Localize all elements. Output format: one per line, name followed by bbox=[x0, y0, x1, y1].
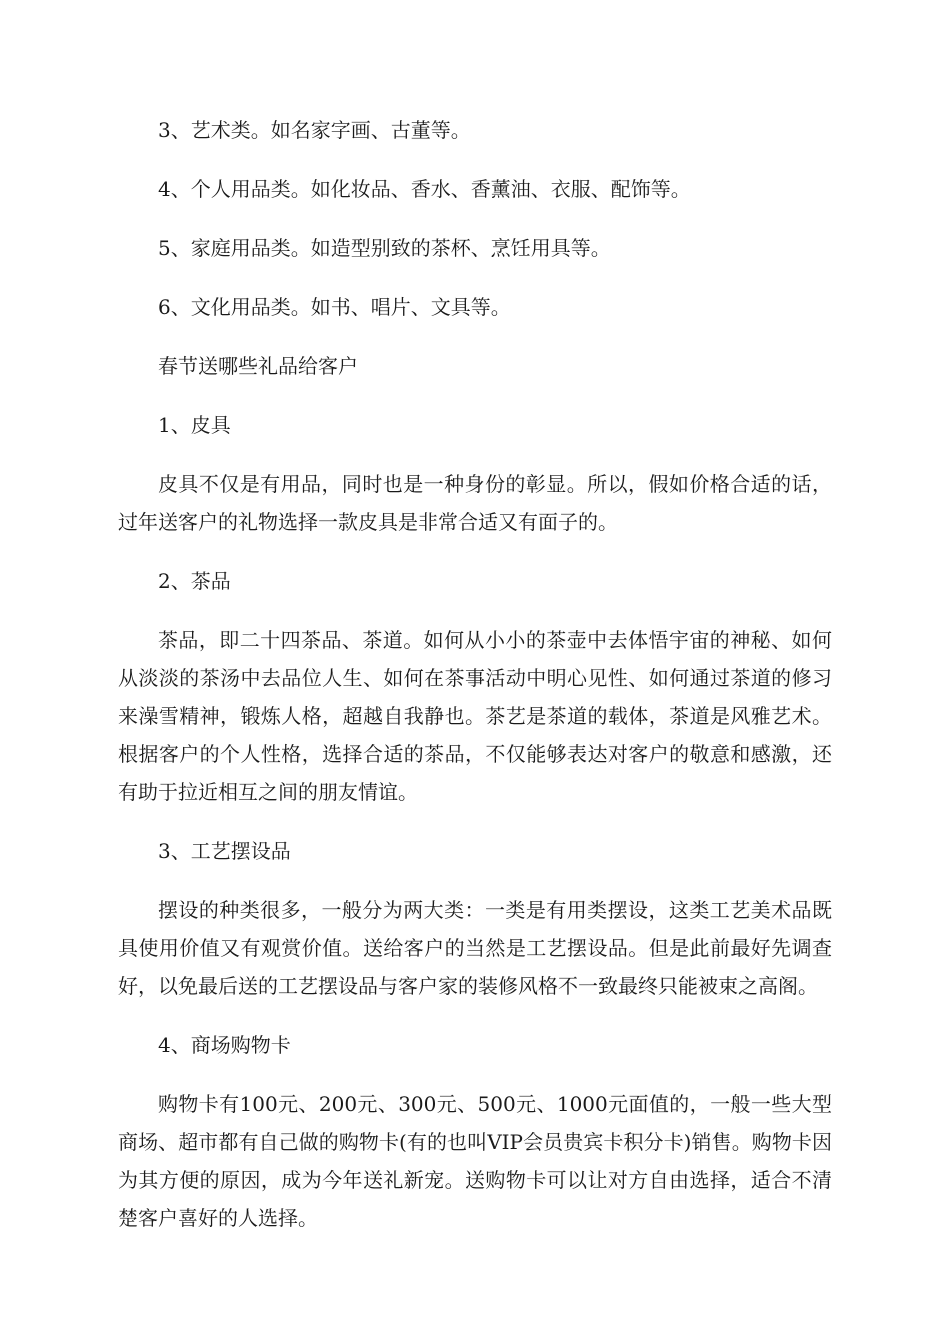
subheading-leather: 1、皮具 bbox=[158, 413, 231, 437]
subheading-shopping-card: 4、商场购物卡 bbox=[158, 1033, 291, 1057]
paragraph-leather: 皮具不仅是有用品，同时也是一种身份的彰显。所以，假如价格合适的话，过年送客户的礼物选择一款皮具是非常合适又有面子的。 bbox=[118, 472, 832, 534]
section-heading: 春节送哪些礼品给客户 bbox=[158, 354, 358, 378]
list-item-personal: 4、个人用品类。如化妆品、香水、香薰油、衣服、配饰等。 bbox=[158, 177, 691, 201]
list-item-culture: 6、文化用品类。如书、唱片、文具等。 bbox=[158, 295, 511, 319]
paragraph-tea: 茶品，即二十四茶品、茶道。如何从小小的茶壶中去体悟宇宙的神秘、如何从淡淡的茶汤中去品位人生、如何在茶事活动中明心见性、如何通过茶道的修习来澡雪精神，锻炼人格，超越自我静也。茶艺是茶道的载体，茶道是风雅艺术。根据客户的个人性格，选择合适的茶品，不仅能够表达对客户的敬意和感激，还有助于拉近相互之间的朋友情谊。 bbox=[118, 628, 832, 804]
subheading-tea: 2、茶品 bbox=[158, 569, 231, 593]
paragraph-shopping-card: 购物卡有100元、200元、300元、500元、1000元面值的，一般一些大型商场、超市都有自己做的购物卡(有的也叫VIP会员贵宾卡积分卡)销售。购物卡因为其方便的原因，成为今年送礼新宠。送购物卡可以让对方自由选择，适合不清楚客户喜好的人选择。 bbox=[118, 1092, 832, 1230]
list-item-household: 5、家庭用品类。如造型别致的茶杯、烹饪用具等。 bbox=[158, 236, 611, 260]
list-item-art: 3、艺术类。如名家字画、古董等。 bbox=[158, 118, 471, 142]
subheading-crafts: 3、工艺摆设品 bbox=[158, 839, 291, 863]
paragraph-crafts: 摆设的种类很多，一般分为两大类：一类是有用类摆设，这类工艺美术品既具使用价值又有观赏价值。送给客户的当然是工艺摆设品。但是此前最好先调查好，以免最后送的工艺摆设品与客户家的装修风格不一致最终只能被束之高阁。 bbox=[118, 898, 832, 998]
document-body bbox=[118, 111, 832, 1258]
